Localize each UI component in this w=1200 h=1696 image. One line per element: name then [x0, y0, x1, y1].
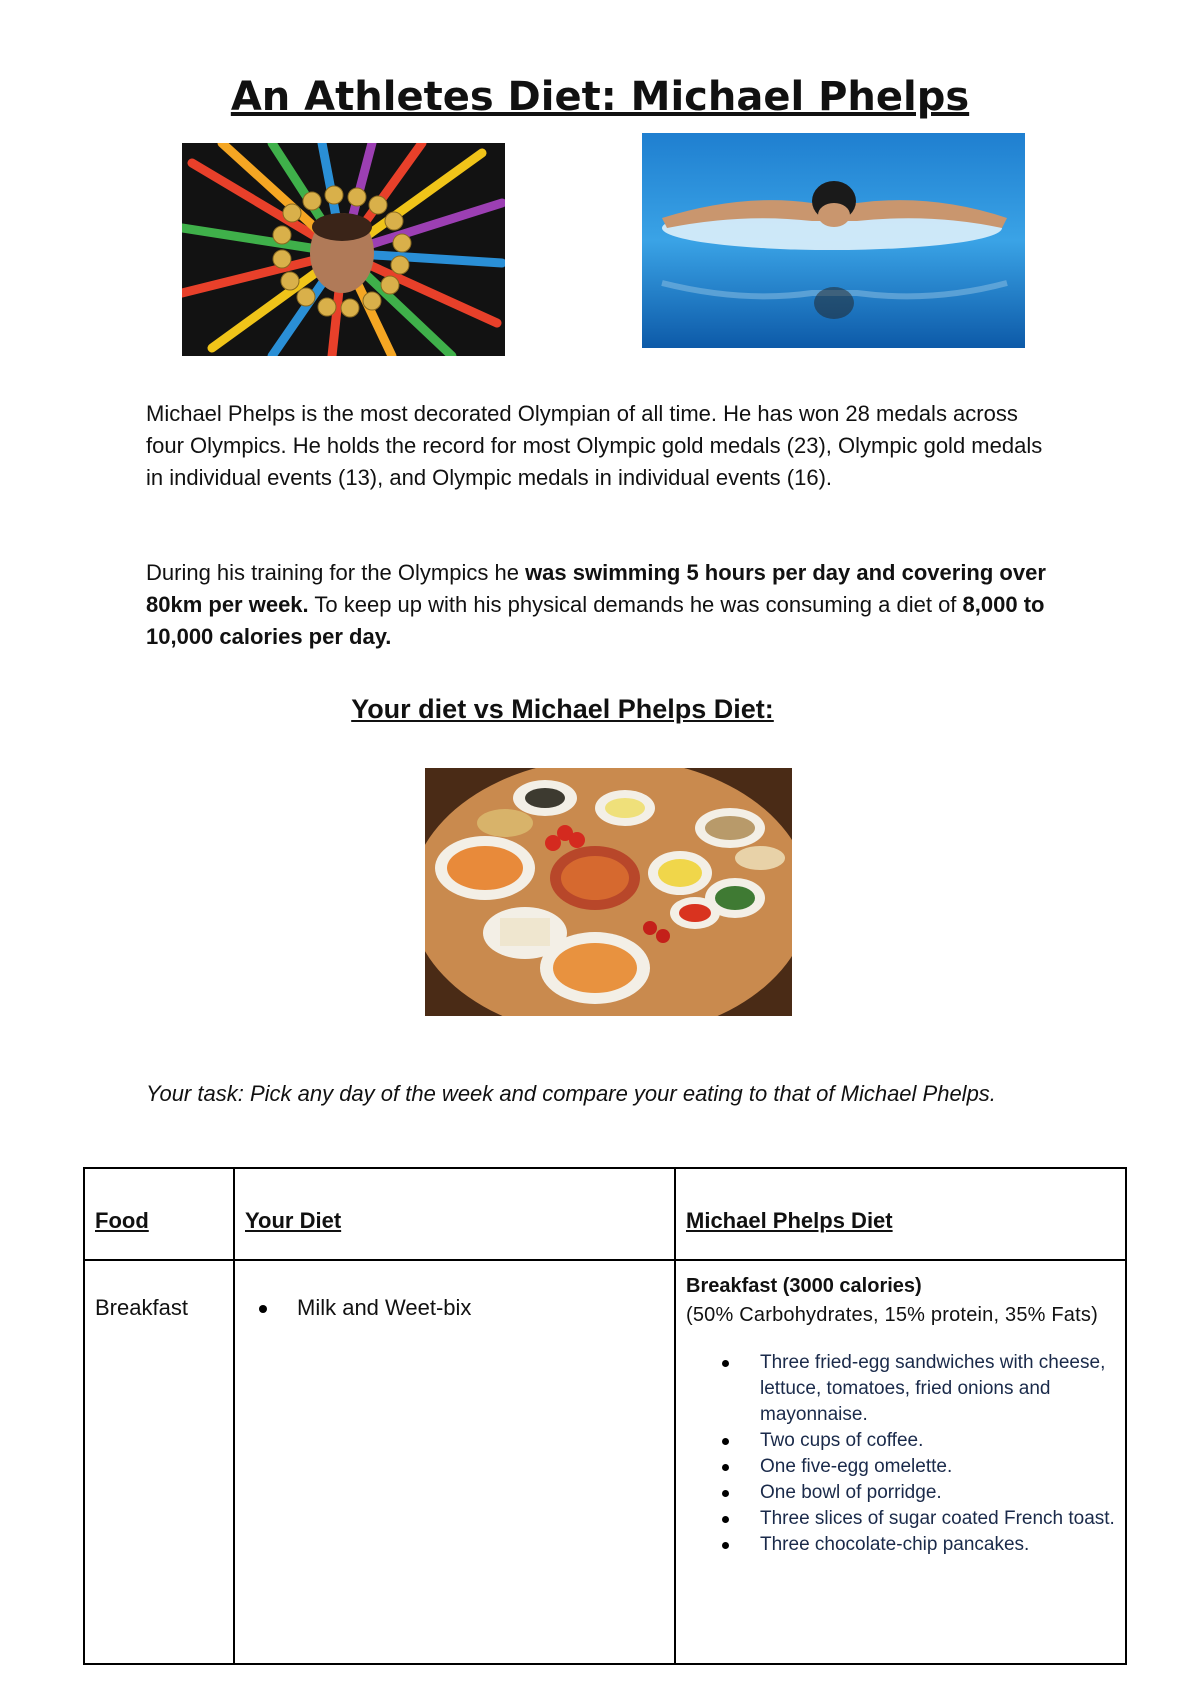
mp-macros: (50% Carbohydrates, 15% protein, 35% Fats) — [686, 1304, 1098, 1326]
food-photo — [425, 768, 792, 1016]
list-item — [722, 1532, 1115, 1558]
bullet-icon — [722, 1516, 729, 1523]
michael-phelps-diet-cell — [675, 1260, 1126, 1664]
bullet-icon — [722, 1360, 729, 1367]
training-text-bold-2: 8,000 to 10,000 calories per day. — [146, 592, 1045, 649]
your-diet-cell[interactable] — [234, 1260, 675, 1664]
table-header-row — [84, 1168, 1126, 1260]
list-item — [722, 1454, 1115, 1480]
diet-comparison-table — [83, 1167, 1127, 1665]
your-diet-item — [245, 1269, 664, 1321]
list-item — [722, 1480, 1115, 1506]
food-cell — [84, 1260, 234, 1664]
page-title: An Athletes Diet: Michael Phelps — [230, 74, 970, 120]
food-label: Breakfast — [95, 1295, 188, 1320]
list-item-text: Three slices of sugar coated French toast. — [760, 1508, 1115, 1529]
training-paragraph — [146, 557, 1046, 653]
table-row — [84, 1260, 1126, 1664]
header-your-diet: Your Diet — [234, 1168, 675, 1260]
bullet-icon — [722, 1464, 729, 1471]
bullet-icon — [722, 1438, 729, 1445]
bullet-icon — [259, 1305, 267, 1313]
list-item-text: Three fried-egg sandwiches with cheese, lettuce, tomatoes, fried onions and mayonnaise. — [760, 1352, 1106, 1425]
task-instruction: Your task: Pick any day of the week and compare your eating to that of Michael Phelps. — [146, 1081, 996, 1106]
bullet-icon — [722, 1542, 729, 1549]
list-item — [722, 1350, 1115, 1428]
list-item-text: Three chocolate-chip pancakes. — [760, 1534, 1030, 1555]
list-item-text: One bowl of porridge. — [760, 1482, 942, 1503]
training-text-1: During his training for the Olympics he — [146, 560, 526, 585]
bullet-icon — [722, 1490, 729, 1497]
intro-text: Michael Phelps is the most decorated Olympian of all time. He has won 28 medals across four Olympics. He holds the record for most Olympic gold medals (23), Olympic gold medals in individual events (13), and Olympic medals in individual events (16). — [146, 401, 1043, 490]
mp-breakfast-heading: Breakfast (3000 calories) — [686, 1275, 922, 1297]
header-michael-phelps-diet: Michael Phelps Diet — [675, 1168, 1126, 1260]
training-text-2: To keep up with his physical demands he was consuming a diet of — [308, 592, 963, 617]
swimmer-photo — [642, 133, 1025, 348]
your-diet-text: Milk and Weet-bix — [297, 1295, 472, 1320]
list-item-text: One five-egg omelette. — [760, 1456, 953, 1477]
list-item — [722, 1506, 1115, 1532]
training-text-bold-1: was swimming 5 hours per day and covering over 80km per week. — [146, 560, 1046, 617]
section-subtitle: Your diet vs Michael Phelps Diet: — [351, 694, 774, 724]
mp-breakfast-list — [686, 1350, 1115, 1558]
intro-paragraph — [146, 398, 1046, 494]
header-food: Food — [84, 1168, 234, 1260]
list-item-text: Two cups of coffee. — [760, 1430, 924, 1451]
medals-photo — [182, 143, 505, 356]
list-item — [722, 1428, 1115, 1454]
